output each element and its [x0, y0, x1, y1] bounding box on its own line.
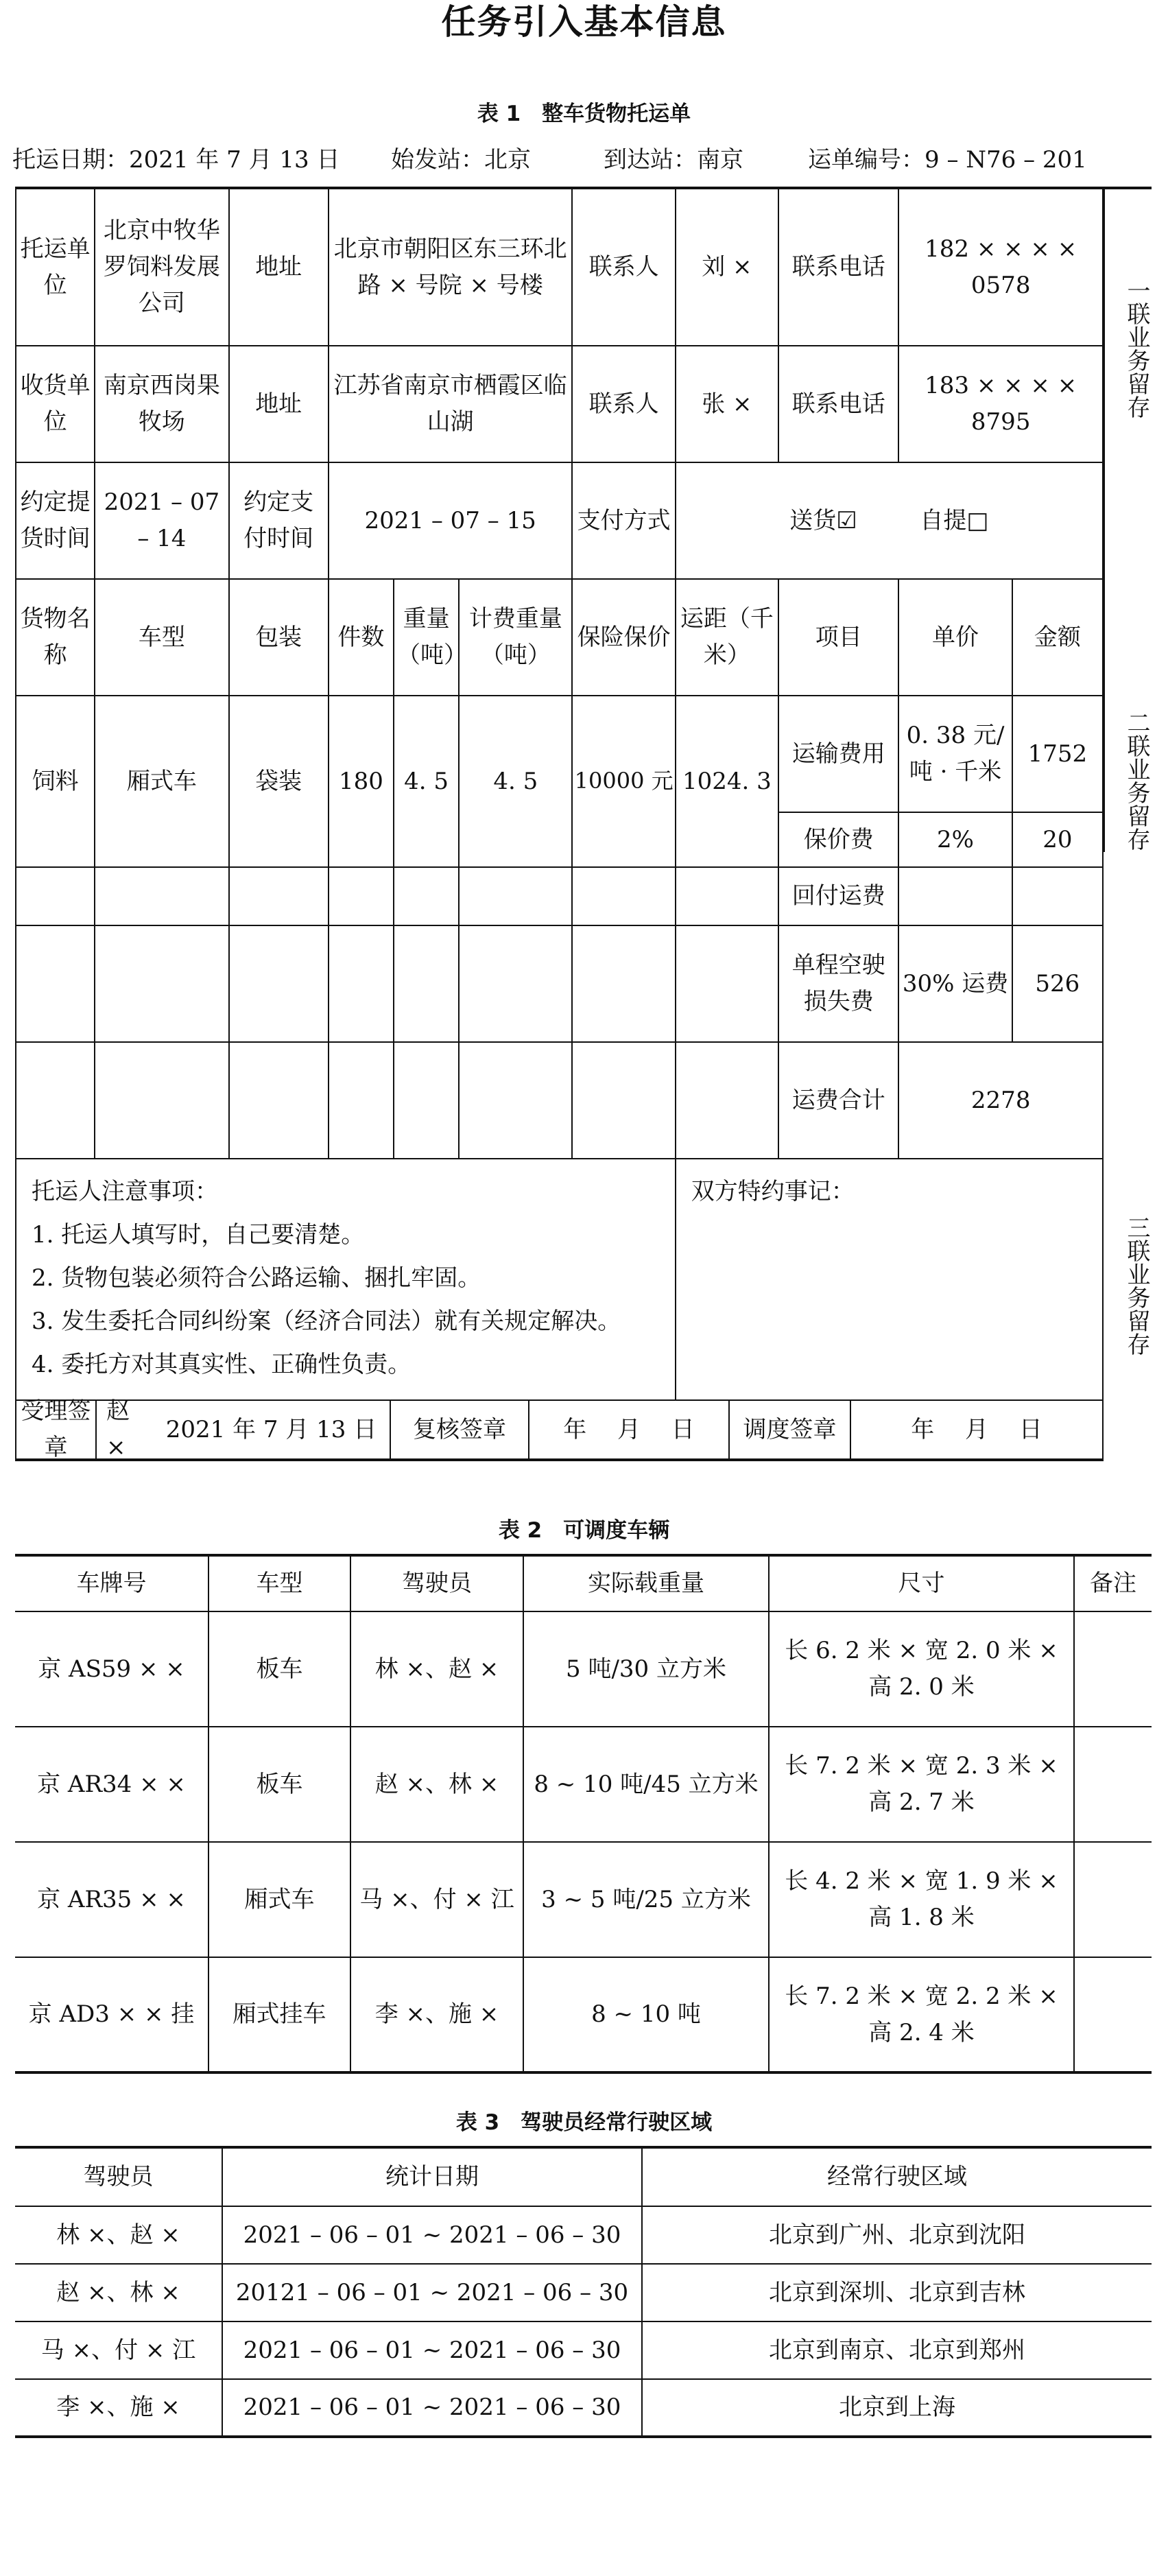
header-plate: 车牌号	[15, 1555, 208, 1611]
pickup-time: 2021 – 07 – 14	[95, 462, 228, 579]
side-label-text: 二联业务留存	[1123, 711, 1150, 851]
goods-header-distance: 运距（千米）	[676, 579, 778, 696]
accept-signature-label: 受理签章	[16, 1401, 97, 1458]
note-item: 3. 发生委托合同纠纷案（经济合同法）就有关规定解决。	[32, 1307, 621, 1335]
total-label: 运费合计	[778, 1042, 898, 1159]
fee-amount	[1012, 867, 1103, 925]
size-line: 高 2. 0 米	[868, 1673, 975, 1701]
vehicle-driver: 马 ×、付 × 江	[350, 1842, 523, 1957]
goods-weight: 4. 5	[394, 696, 459, 867]
vehicle-size	[769, 1957, 1074, 2072]
delivery-option[interactable]: 送货☑	[789, 506, 857, 534]
consignee-address-label: 地址	[229, 346, 329, 462]
notes-title: 托运人注意事项：	[32, 1178, 218, 1205]
size-line: 高 2. 4 米	[868, 2018, 975, 2046]
vehicle-driver: 林 ×、赵 ×	[350, 1611, 523, 1727]
vehicle-type: 板车	[208, 1727, 350, 1842]
routes-header-row	[15, 2147, 1152, 2206]
route-area: 北京到上海	[642, 2379, 1152, 2437]
vehicle-size	[769, 1611, 1074, 1727]
consignee-row	[16, 346, 1103, 462]
vehicle-plate: 京 AR34 × ×	[15, 1727, 208, 1842]
size-line: 高 1. 8 米	[868, 1904, 975, 1931]
vehicle-size	[769, 1727, 1074, 1842]
header-note: 备注	[1074, 1555, 1152, 1611]
destination-station: 到达站：南京	[604, 146, 743, 174]
header-driver: 驾驶员	[350, 1555, 523, 1611]
goods-header-weight: 重量（吨）	[394, 579, 459, 696]
vehicle-plate: 京 AR35 × ×	[15, 1842, 208, 1957]
consignee-label: 收货单位	[16, 346, 95, 462]
goods-name: 饲料	[16, 696, 95, 867]
shipper-contact: 刘 ×	[676, 188, 778, 346]
table1-caption: 表 1 整车货物托运单	[477, 102, 691, 126]
fee-row	[16, 867, 1103, 925]
vehicle-type: 厢式车	[208, 1842, 350, 1957]
fee-item: 回付运费	[778, 867, 898, 925]
special-agreement-label: 双方特约事记：	[691, 1178, 855, 1205]
dispatch-signature-label: 调度签章	[730, 1401, 851, 1458]
goods-header-row	[16, 579, 1103, 696]
goods-packing: 袋装	[229, 696, 329, 867]
fee-item: 单程空驶损失费	[778, 925, 898, 1042]
fee-unit-price: 30% 运费	[898, 925, 1012, 1042]
size-line: 长 7. 2 米 × 宽 2. 3 米 ×	[785, 1752, 1058, 1780]
shipper-contact-label: 联系人	[572, 188, 675, 346]
shipper-phone: 182 × × × × 0578	[898, 188, 1103, 346]
goods-header-unit-price: 单价	[898, 579, 1012, 696]
vehicle-driver: 李 ×、施 ×	[350, 1957, 523, 2072]
goods-header-amount: 金额	[1012, 579, 1103, 696]
route-area: 北京到南京、北京到郑州	[642, 2321, 1152, 2379]
vehicle-type: 板车	[208, 1611, 350, 1727]
table-row	[15, 1727, 1152, 1842]
shipper-address-label: 地址	[229, 188, 329, 346]
consignment-note-table	[15, 187, 1104, 1461]
waybill-number: 运单编号：9 – N76 – 201	[808, 146, 1087, 174]
review-signature-label: 复核签章	[391, 1401, 529, 1458]
accept-signature-date: 2021 年 7 月 13 日	[153, 1401, 391, 1458]
payment-time: 2021 – 07 – 15	[329, 462, 573, 579]
size-line: 高 2. 7 米	[868, 1788, 975, 1816]
route-driver: 马 ×、付 × 江	[15, 2321, 222, 2379]
shipper-notes	[16, 1159, 676, 1400]
goods-distance: 1024. 3	[676, 696, 778, 867]
special-agreement	[676, 1159, 1103, 1400]
side-label-text: 三联业务留存	[1123, 1216, 1150, 1356]
goods-count: 180	[329, 696, 394, 867]
shipper-name: 北京中牧华罗饲料发展公司	[95, 188, 228, 346]
route-driver: 林 ×、赵 ×	[15, 2206, 222, 2264]
note-item: 4. 委托方对其真实性、正确性负责。	[32, 1350, 412, 1378]
notes-row	[16, 1159, 1103, 1400]
header-period: 统计日期	[222, 2147, 642, 2206]
table-row	[15, 1842, 1152, 1957]
fee-row	[16, 925, 1103, 1042]
table-row	[15, 2379, 1152, 2437]
goods-header-vehicle: 车型	[95, 579, 228, 696]
size-line: 长 4. 2 米 × 宽 1. 9 米 ×	[785, 1867, 1058, 1895]
goods-row	[16, 696, 1103, 812]
route-driver: 赵 ×、林 ×	[15, 2264, 222, 2321]
consignee-phone-label: 联系电话	[778, 346, 898, 462]
accept-signature-name: 赵 ×	[106, 1397, 130, 1461]
total-amount: 2278	[898, 1042, 1103, 1159]
goods-insurance: 10000 元	[572, 696, 675, 867]
fee-item: 运输费用	[778, 696, 898, 812]
vehicle-note	[1074, 1727, 1152, 1842]
table-row	[15, 1957, 1152, 2072]
fee-unit-price	[898, 867, 1012, 925]
vehicle-load: 3 ~ 5 吨/25 立方米	[523, 1842, 769, 1957]
shipper-phone-label: 联系电话	[778, 188, 898, 346]
fee-amount: 526	[1012, 925, 1103, 1042]
payment-time-label: 约定支付时间	[229, 462, 329, 579]
goods-header-insurance: 保险保价	[572, 579, 675, 696]
vehicle-type: 厢式挂车	[208, 1957, 350, 2072]
consignee-contact-label: 联系人	[572, 346, 675, 462]
origin-station: 始发站：北京	[391, 146, 531, 174]
goods-billing-weight: 4. 5	[459, 696, 572, 867]
review-signature-date: 年 月 日	[529, 1401, 730, 1458]
note-item: 1. 托运人填写时，自己要清楚。	[32, 1220, 365, 1249]
goods-header-name: 货物名称	[16, 579, 95, 696]
route-driver: 李 ×、施 ×	[15, 2379, 222, 2437]
vehicles-header-row	[15, 1555, 1152, 1611]
shipper-row	[16, 188, 1103, 346]
route-area: 北京到广州、北京到沈阳	[642, 2206, 1152, 2264]
consignee-address: 江苏省南京市栖霞区临山湖	[329, 346, 573, 462]
fee-item: 保价费	[778, 812, 898, 867]
header-load: 实际载重量	[523, 1555, 769, 1611]
fee-amount: 20	[1012, 812, 1103, 867]
header-type: 车型	[208, 1555, 350, 1611]
header-driver: 驾驶员	[15, 2147, 222, 2206]
fee-unit-price: 2%	[898, 812, 1012, 867]
self-pickup-option[interactable]: 自提□	[920, 506, 989, 534]
table3-caption: 表 3 驾驶员经常行驶区域	[455, 2110, 713, 2135]
vehicle-load: 5 吨/30 立方米	[523, 1611, 769, 1727]
goods-header-count: 件数	[329, 579, 394, 696]
dates-row	[16, 462, 1103, 579]
vehicle-note	[1074, 1957, 1152, 2072]
consignee-phone: 183 × × × × 8795	[898, 346, 1103, 462]
payment-method	[676, 462, 1103, 579]
fee-unit-price: 0. 38 元/吨 · 千米	[898, 696, 1012, 812]
size-line: 长 6. 2 米 × 宽 2. 0 米 ×	[785, 1637, 1058, 1665]
vehicle-note	[1074, 1842, 1152, 1957]
side-label-text: 一联业务留存	[1123, 279, 1150, 418]
goods-header-billing-weight: 计费重量（吨）	[459, 579, 572, 696]
total-row	[16, 1042, 1103, 1159]
vehicle-size	[769, 1842, 1074, 1957]
goods-header-packing: 包装	[229, 579, 329, 696]
page-title: 任务引入基本信息	[441, 1, 727, 42]
vehicle-plate: 京 AD3 × × 挂	[15, 1957, 208, 2072]
vehicle-load: 8 ~ 10 吨/45 立方米	[523, 1727, 769, 1842]
table2-caption: 表 2 可调度车辆	[498, 1518, 670, 1543]
payment-method-label: 支付方式	[572, 462, 675, 579]
vehicle-plate: 京 AS59 × ×	[15, 1611, 208, 1727]
route-period: 2021 – 06 – 01 ~ 2021 – 06 – 30	[222, 2206, 642, 2264]
goods-vehicle: 厢式车	[95, 696, 228, 867]
route-area: 北京到深圳、北京到吉林	[642, 2264, 1152, 2321]
route-period: 20121 – 06 – 01 ~ 2021 – 06 – 30	[222, 2264, 642, 2321]
table-row	[15, 2264, 1152, 2321]
fee-amount: 1752	[1012, 696, 1103, 812]
vehicle-load: 8 ~ 10 吨	[523, 1957, 769, 2072]
vehicle-driver: 赵 ×、林 ×	[350, 1727, 523, 1842]
consignee-name: 南京西岗果牧场	[95, 346, 228, 462]
shipper-label: 托运单位	[16, 188, 95, 346]
signature-row	[16, 1400, 1103, 1460]
consignee-contact: 张 ×	[676, 346, 778, 462]
shipper-address: 北京市朝阳区东三环北路 × 号院 × 号楼	[329, 188, 573, 346]
size-line: 长 7. 2 米 × 宽 2. 2 米 ×	[785, 1982, 1058, 2010]
goods-header-item: 项目	[778, 579, 898, 696]
route-period: 2021 – 06 – 01 ~ 2021 – 06 – 30	[222, 2321, 642, 2379]
driver-routes-table	[15, 2146, 1152, 2438]
header-area: 经常行驶区域	[642, 2147, 1152, 2206]
vehicles-table	[15, 1554, 1152, 2074]
table-row	[15, 1611, 1152, 1727]
shipping-date: 托运日期：2021 年 7 月 13 日	[12, 146, 340, 174]
header-size: 尺寸	[769, 1555, 1074, 1611]
dispatch-signature-date: 年 月 日	[911, 1415, 1042, 1443]
table-row	[15, 2321, 1152, 2379]
note-item: 2. 货物包装必须符合公路运输、捆扎牢固。	[32, 1264, 481, 1292]
route-period: 2021 – 06 – 01 ~ 2021 – 06 – 30	[222, 2379, 642, 2437]
vehicle-note	[1074, 1611, 1152, 1727]
pickup-time-label: 约定提货时间	[16, 462, 95, 579]
table-row	[15, 2206, 1152, 2264]
